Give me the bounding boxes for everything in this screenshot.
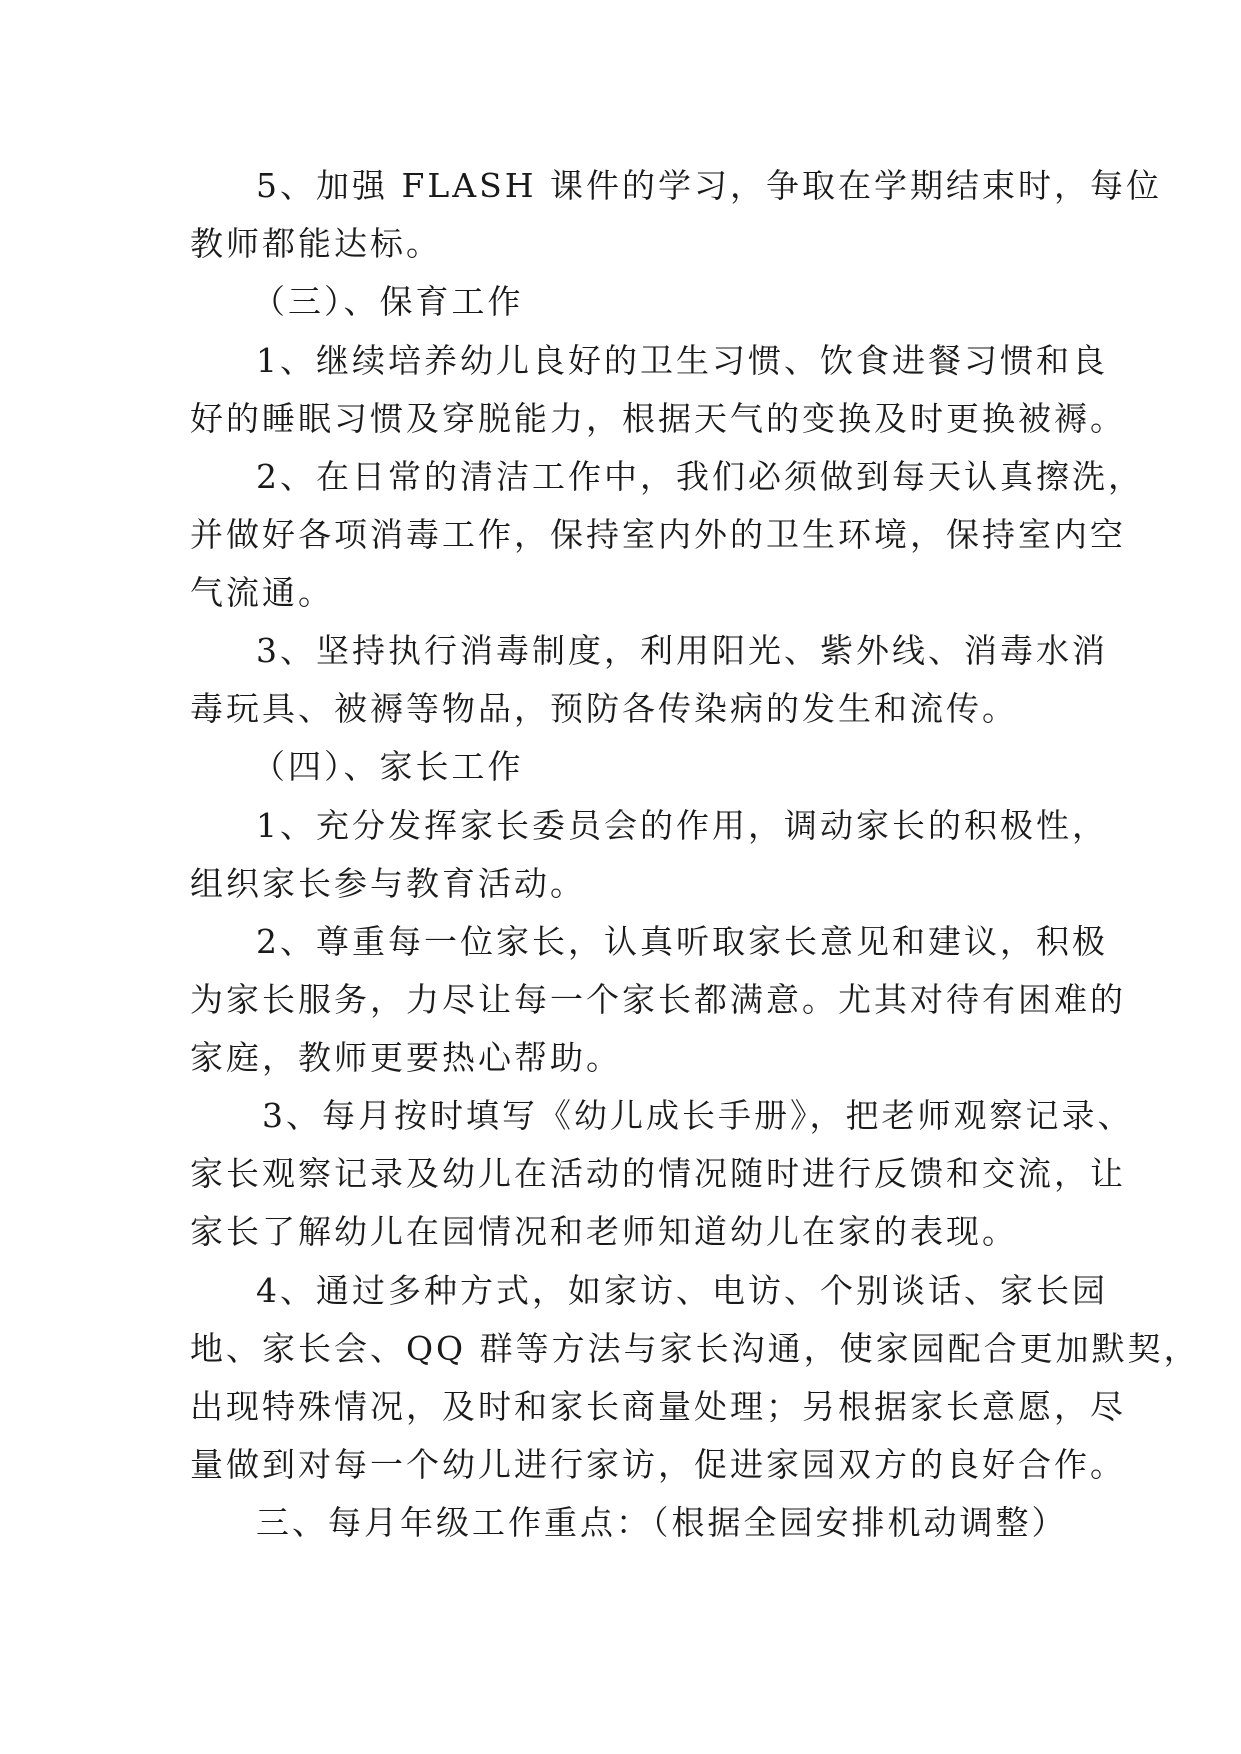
paragraph-line: 家长了解幼儿在园情况和老师知道幼儿在家的表现。: [190, 1212, 1018, 1251]
paragraph-line: 地、家长会、QQ 群等方法与家长沟通，使家园配合更加默契，: [190, 1329, 1200, 1368]
paragraph-line: 1、充分发挥家长委员会的作用，调动家长的积极性，: [256, 806, 1108, 845]
paragraph-line: 量做到对每一个幼儿进行家访，促进家园双方的良好合作。: [190, 1445, 1126, 1484]
paragraph-line: 3、每月按时填写《幼儿成长手册》，把老师观察记录、: [262, 1096, 1134, 1135]
paragraph-line: 气流通。: [190, 573, 334, 612]
paragraph-line: 3、坚持执行消毒制度，利用阳光、紫外线、消毒水消: [256, 631, 1108, 670]
paragraph-line: 组织家长参与教育活动。: [190, 864, 586, 903]
paragraph-line: 5、加强 FLASH 课件的学习，争取在学期结束时，每位: [256, 166, 1163, 205]
paragraph-line: 为家长服务，力尽让每一个家长都满意。尤其对待有困难的: [190, 980, 1126, 1019]
paragraph-line: 家庭，教师更要热心帮助。: [190, 1038, 622, 1077]
section-heading: 三、每月年级工作重点：（根据全园安排机动调整）: [256, 1503, 1068, 1542]
paragraph-line: 4、通过多种方式，如家访、电访、个别谈话、家长园: [256, 1271, 1108, 1310]
paragraph-line: 家长观察记录及幼儿在活动的情况随时进行反馈和交流，让: [190, 1154, 1126, 1193]
paragraph-line: 毒玩具、被褥等物品，预防各传染病的发生和流传。: [190, 689, 1018, 728]
paragraph-line: 出现特殊情况，及时和家长商量处理；另根据家长意愿，尽: [190, 1387, 1126, 1426]
paragraph-line: 并做好各项消毒工作，保持室内外的卫生环境，保持室内空: [190, 515, 1126, 554]
paragraph-line: 教师都能达标。: [190, 224, 442, 263]
paragraph-line: 2、尊重每一位家长，认真听取家长意见和建议，积极: [256, 922, 1108, 961]
paragraph-line: 1、继续培养幼儿良好的卫生习惯、饮食进餐习惯和良: [256, 341, 1108, 380]
paragraph-line: 2、在日常的清洁工作中，我们必须做到每天认真擦洗，: [256, 457, 1144, 496]
section-heading: （四）、家长工作: [252, 747, 524, 786]
section-heading: （三）、保育工作: [252, 282, 524, 321]
paragraph-line: 好的睡眠习惯及穿脱能力，根据天气的变换及时更换被褥。: [190, 399, 1126, 438]
